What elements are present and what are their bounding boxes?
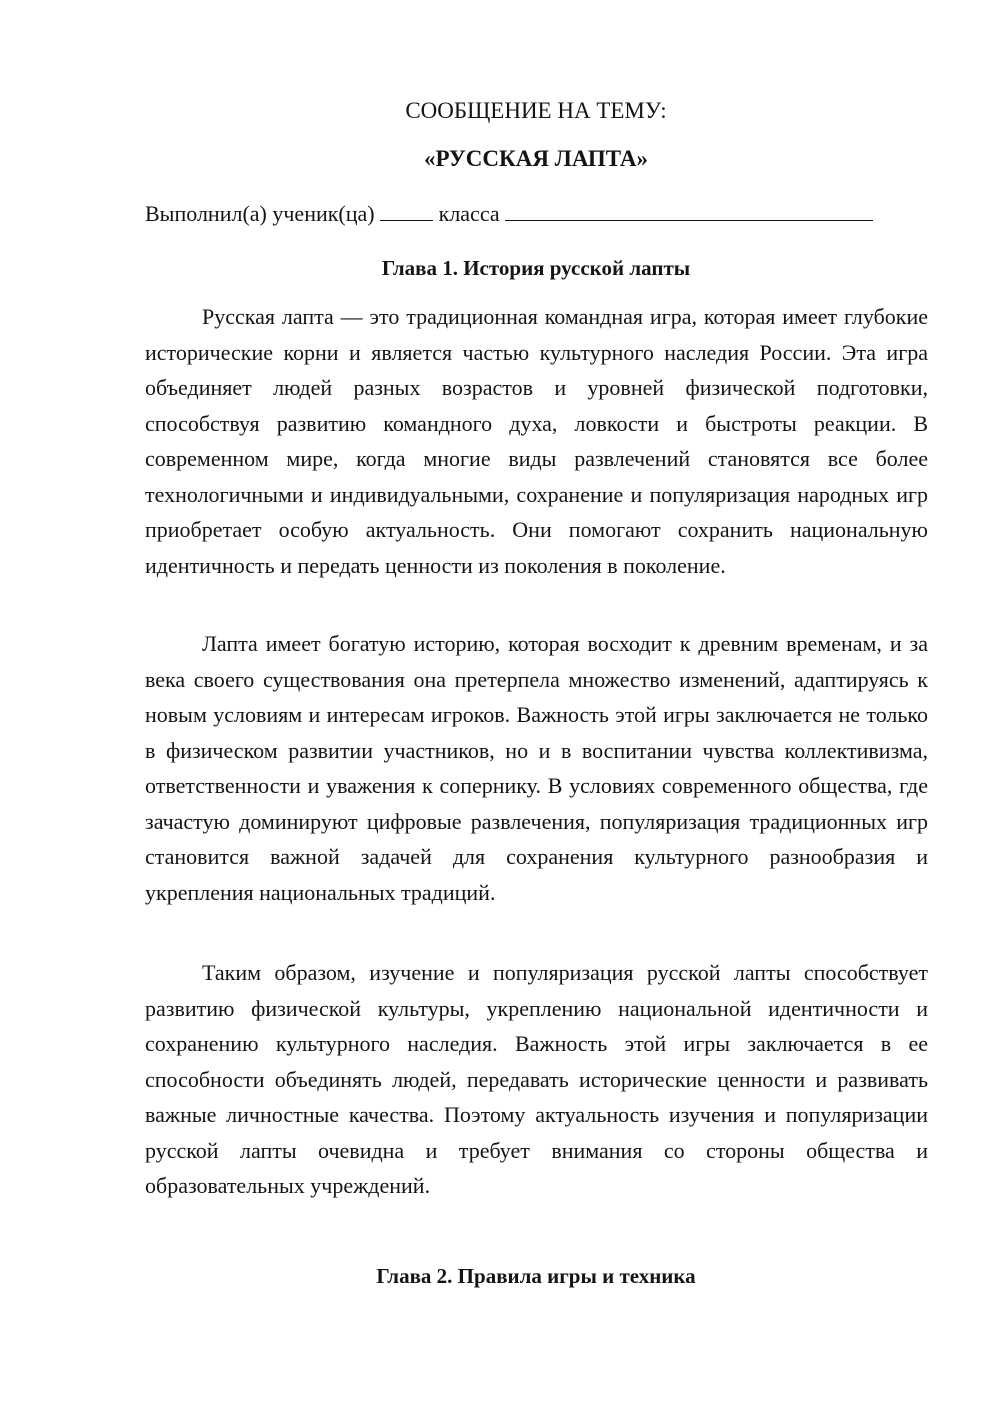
student-name-blank — [505, 198, 873, 221]
byline-class-label: класса — [438, 201, 500, 226]
chapter-1-title: Глава 1. История русской лапты — [381, 256, 691, 280]
paragraph-3: Таким образом, изучение и популяризация русской лапты способствует развитию физической культуры, укреплению национальной идентичности и сохранению культурного наследия. Важность этой игры заключается в ее способности объединять людей, передавать исторические ценности и развивать важные личностные качества. Поэтому актуальность изучения и популяризации русской лапты очевидна и требует внимания со стороны общества и образовательных учреждений. — [145, 960, 928, 1198]
paragraph-2: Лапта имеет богатую историю, которая восходит к древним временам, и за века своего существования она претерпела множество изменений, адаптируясь к новым условиям и интересам игроков. Важность этой игры заключается не только в физическом развитии участников, но и в воспитании чувства коллективизма, ответственности и уважения к сопернику. В условиях современного общества, где зачастую доминируют цифровые развлечения, популяризация традиционных игр становится важной задачей для сохранения культурного разнообразия и укрепления национальных традиций. — [145, 631, 928, 905]
document-heading-title: «РУССКАЯ ЛАПТА» — [423, 146, 649, 171]
byline-student-label: Выполнил(а) ученик(ца) — [145, 201, 375, 226]
author-byline — [145, 198, 873, 229]
class-number-blank — [380, 198, 433, 221]
chapter-2-title: Глава 2. Правила игры и техника — [376, 1264, 696, 1288]
paragraph-1: Русская лапта — это традиционная командная игра, которая имеет глубокие исторические корни и является частью культурного наследия России. Эта игра объединяет людей разных возрастов и уровней физической подготовки, способствуя развитию командного духа, ловкости и быстроты реакции. В современном мире, когда многие виды развлечений становятся все более технологичными и индивидуальными, сохранение и популяризация народных игр приобретает особую актуальность. Они помогают сохранить национальную идентичность и передать ценности из поколения в поколение. — [145, 304, 928, 578]
document-heading-topic: СООБЩЕНИЕ НА ТЕМУ: — [405, 98, 667, 123]
